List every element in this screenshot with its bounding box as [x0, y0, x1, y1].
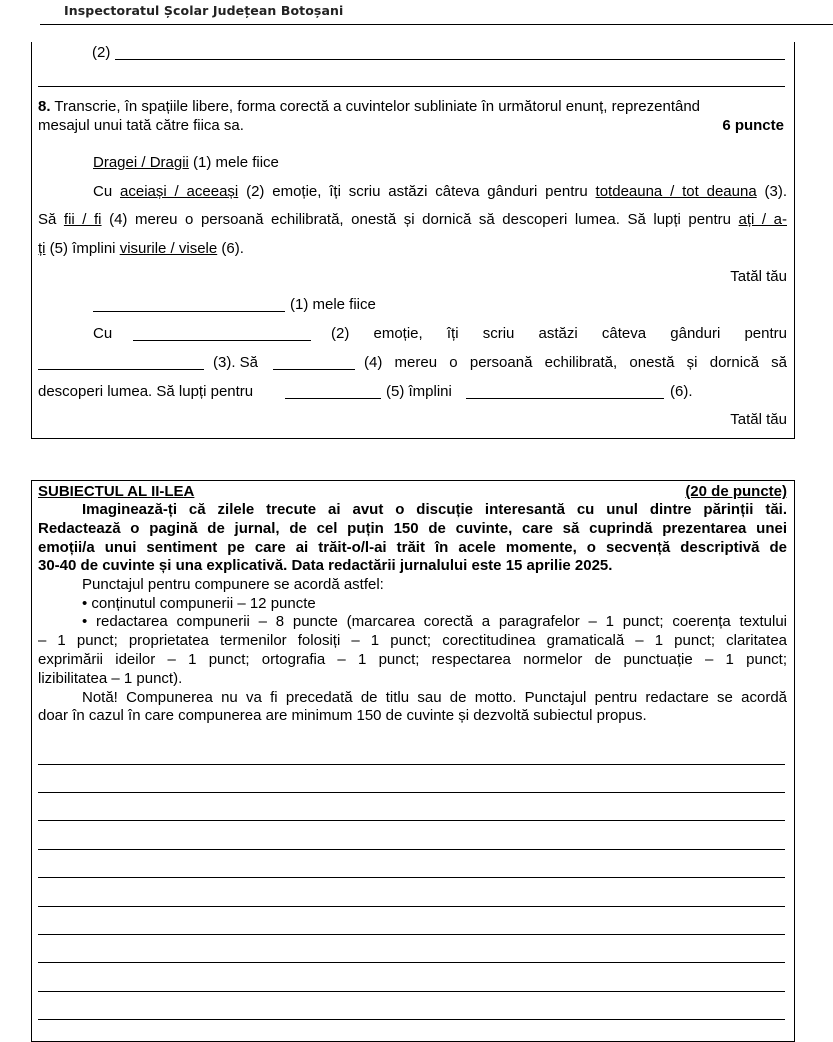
underlined-option-1: Dragei / Dragii	[93, 154, 189, 171]
subject2-points: (20 de puncte)	[685, 483, 787, 500]
answer-line3-end: (4) mereu o persoană echilibrată, onestă și dornică să	[364, 354, 787, 371]
underlined-option-2: aceiași / aceeași	[120, 183, 239, 200]
writing-line[interactable]	[38, 934, 785, 935]
scoring-bullet2-line1: • redactarea compunerii – 8 puncte (marcarea corectă a paragrafelor – 1 punct; coerența textului	[82, 613, 787, 630]
answer-line4-end: (6).	[670, 383, 693, 400]
task-line1: Imaginează-ți că zilele trecute ai avut o discuție interesantă cu unul dintre părinții tăi.	[82, 501, 787, 518]
letter-line3: Să fii / fi (4) mereu o persoană echilibrată, onestă și dornică să descoperi lumea. Să lupți pentru ați / a-	[38, 211, 787, 228]
writing-line[interactable]	[38, 1019, 785, 1020]
blank-4[interactable]	[273, 369, 355, 370]
answer-line1-text: (1) mele fiice	[290, 296, 376, 313]
answer-signature: Tatăl tău	[730, 411, 787, 428]
subject2-title: SUBIECTUL AL II-LEA	[38, 483, 195, 500]
blank-5[interactable]	[285, 398, 381, 399]
answer-line3-mid: (3). Să	[213, 354, 259, 371]
scoring-bullet2-line3: exprimării ideilor – 1 punct; ortografia – 1 punct; respectarea normelor de punctuație – 1 punct;	[38, 651, 787, 668]
underlined-option-6: visurile / visele	[119, 240, 218, 257]
letter-line2: Cu aceiași / aceeași (2) emoție, îți scriu astăzi câteva gânduri pentru totdeauna / tot deauna (3).	[93, 183, 788, 200]
blank-3[interactable]	[38, 369, 204, 370]
blank-1[interactable]	[93, 311, 285, 312]
writing-line[interactable]	[38, 906, 785, 907]
note-line2: doar în cazul în care compunerea are minimum 150 de cuvinte și dezvoltă subiectul propus.	[38, 707, 647, 724]
writing-line[interactable]	[38, 991, 785, 992]
underlined-option-5b: ți	[38, 240, 46, 257]
underlined-option-4: fii / fi	[63, 211, 102, 228]
letter-line1: Dragei / Dragii (1) mele fiice	[93, 154, 279, 171]
header-divider	[40, 24, 833, 25]
letter-line4: ți (5) împlini visurile / visele (6).	[38, 240, 244, 257]
writing-line[interactable]	[38, 792, 785, 793]
answer-line[interactable]	[38, 86, 785, 87]
scoring-bullet2-line4: lizibilitatea – 1 punct).	[38, 670, 183, 687]
scoring-intro: Punctajul pentru compunere se acordă astfel:	[82, 576, 384, 593]
writing-line[interactable]	[38, 849, 785, 850]
answer-line4-start: descoperi lumea. Să lupți pentru	[38, 383, 254, 400]
underlined-option-5a: ați / a-	[738, 211, 787, 228]
writing-line[interactable]	[38, 962, 785, 963]
task-line4: 30-40 de cuvinte și una explicativă. Data redactării jurnalului este 15 aprilie 2025.	[38, 557, 613, 574]
ex8-instruction-line1: 8. Transcrie, în spațiile libere, forma corectă a cuvintelor subliniate în următorul enunț, reprezentând	[38, 98, 701, 115]
scoring-bullet2-line2: – 1 punct; proprietatea termenilor folosiți – 1 punct; corectitudinea gramaticală – 1 punct; claritatea	[38, 632, 787, 649]
answer-cu: Cu	[93, 325, 113, 342]
answer-line[interactable]	[115, 59, 785, 60]
letter-signature: Tatăl tău	[730, 268, 787, 285]
item2-label: (2)	[92, 44, 111, 61]
writing-line[interactable]	[38, 877, 785, 878]
header-institution: Inspectoratul Școlar Județean Botoșani	[64, 3, 344, 18]
answer-line2-text: (2) emoție, îți scriu astăzi câteva gânduri pentru	[331, 325, 787, 342]
answer-line4-mid: (5) împlini	[386, 383, 452, 400]
writing-line[interactable]	[38, 820, 785, 821]
ex8-points: 6 puncte	[722, 117, 784, 134]
task-line2: Redactează o pagină de jurnal, de cel puțin 150 de cuvinte, care să cuprindă prezentarea unei	[38, 520, 787, 537]
ex8-instruction-line2: mesajul unui tată către fiica sa.	[38, 117, 244, 134]
writing-line[interactable]	[38, 764, 785, 765]
task-line3: emoții/a unui sentiment pe care ai trăit-o/l-ai trăit în acele momente, o secvență descriptivă de	[38, 539, 787, 556]
blank-6[interactable]	[466, 398, 664, 399]
ex8-number: 8.	[38, 98, 51, 115]
scoring-bullet1: • conținutul compunerii – 12 puncte	[82, 595, 316, 612]
blank-2[interactable]	[133, 340, 311, 341]
note-line1: Notă! Compunerea nu va fi precedată de titlu sau de motto. Punctajul pentru redactare se acordă	[82, 689, 787, 706]
underlined-option-3: totdeauna / tot deauna	[595, 183, 757, 200]
